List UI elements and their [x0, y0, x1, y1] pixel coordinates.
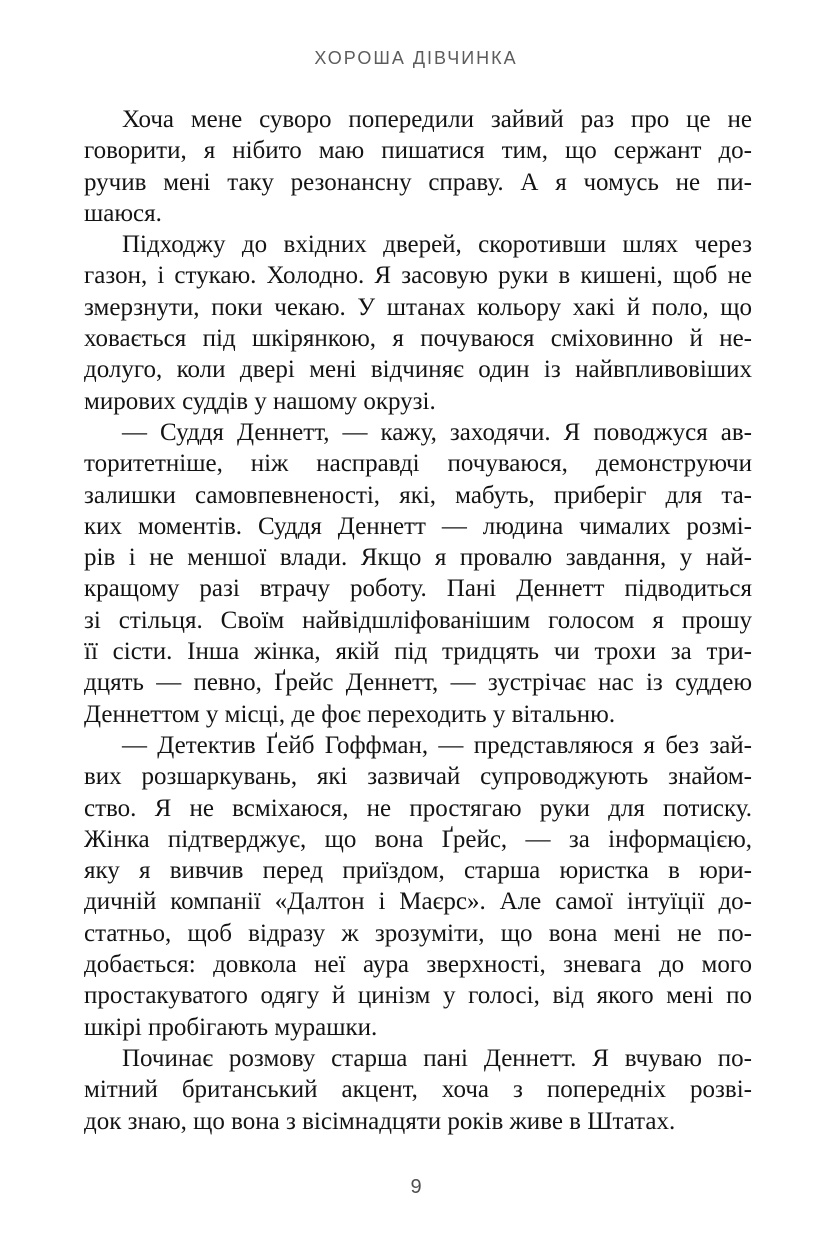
text-line: Починає розмову старша пані Деннетт. Я вчуваю по- [122, 1044, 752, 1072]
paragraph [84, 229, 752, 417]
text-line: док знаю, що вона з вісімнадцяти років живе в Штатах. [84, 1107, 676, 1135]
text-line: шаюся. [84, 199, 162, 227]
text-line: — Суддя Деннетт, — кажу, заходячи. Я поводжуся ав- [122, 418, 752, 446]
text-line: її сісти. Інша жінка, якій під тридцять чи трохи за три- [84, 638, 752, 666]
text-line: Підходжу до вхідних дверей, скоротивши шлях через [122, 231, 752, 259]
text-line: кращому разі втрачу роботу. Пані Деннетт підводиться [84, 575, 752, 603]
text-line: Жінка підтверджує, що вона Ґрейс, — за інформацією, [84, 825, 752, 853]
text-line: дцять — певно, Ґрейс Деннетт, — зустрічає нас із суддею [84, 669, 752, 697]
text-line: Хоча мене суворо попередили зайвий раз про це не [122, 106, 752, 133]
text-line: ручив мені таку резонансну справу. А я чомусь не пи- [84, 168, 752, 196]
running-head-title: ХОРОША ДІВЧИНКА [314, 48, 518, 68]
text-line: — Детектив Ґейб Гоффман, — представляюся я без зай- [122, 731, 752, 759]
text-line: яку я вивчив перед приїздом, старша юристка в юри- [84, 857, 752, 885]
text-line: статньо, щоб відразу ж зрозуміти, що вона мені не по- [84, 919, 752, 947]
text-line: залишки самовпевненості, які, мабуть, приберіг для та- [84, 481, 752, 509]
text-line: Деннеттом у місці, де фоє переходить у вітальню. [84, 700, 616, 728]
text-line: вих розшаркувань, які зазвичай супроводжують знайом- [84, 763, 752, 791]
paragraph [84, 104, 752, 229]
paragraph [84, 730, 752, 1043]
text-line: дичній компанії «Далтон і Маєрс». Але самої інтуїції до- [84, 888, 752, 916]
text-line: газон, і стукаю. Холодно. Я засовую руки в кишені, щоб не [84, 262, 752, 290]
paragraph [84, 1043, 752, 1137]
text-line: ство. Я не всміхаюся, не простягаю руки для потиску. [84, 794, 752, 822]
paragraph [84, 417, 752, 730]
text-line: мітний британський акцент, хоча з попередніх розві- [84, 1076, 752, 1104]
text-line: добається: довкола неї аура зверхності, зневага до мого [84, 951, 752, 979]
page-number: 9 [410, 1176, 422, 1198]
text-line: зі стільця. Своїм найвідшліфованішим голосом я прошу [84, 606, 752, 634]
text-line: ховається під шкірянкою, я почуваюся сміховинно й не- [84, 325, 752, 353]
text-line: змерзнути, поки чекаю. У штанах кольору хакі й поло, що [84, 293, 752, 321]
text-line: простакуватого одягу й цинізм у голосі, від якого мені по [84, 982, 752, 1010]
text-line: рів і не меншої влади. Якщо я провалю завдання, у най- [84, 544, 752, 572]
text-line: шкірі пробігають мурашки. [84, 1013, 378, 1041]
text-line: ких моментів. Суддя Деннетт — людина чималих розмі- [84, 512, 752, 540]
text-line: мирових суддів у нашому окрузі. [84, 387, 436, 415]
page-text [84, 104, 752, 1137]
text-line: говорити, я нібито маю пишатися тим, що сержант до- [84, 137, 752, 165]
text-line: торитетніше, ніж насправді почуваюся, демонструючи [84, 450, 752, 478]
text-line: долуго, коли двері мені відчиняє один із найвпливовіших [84, 356, 752, 384]
